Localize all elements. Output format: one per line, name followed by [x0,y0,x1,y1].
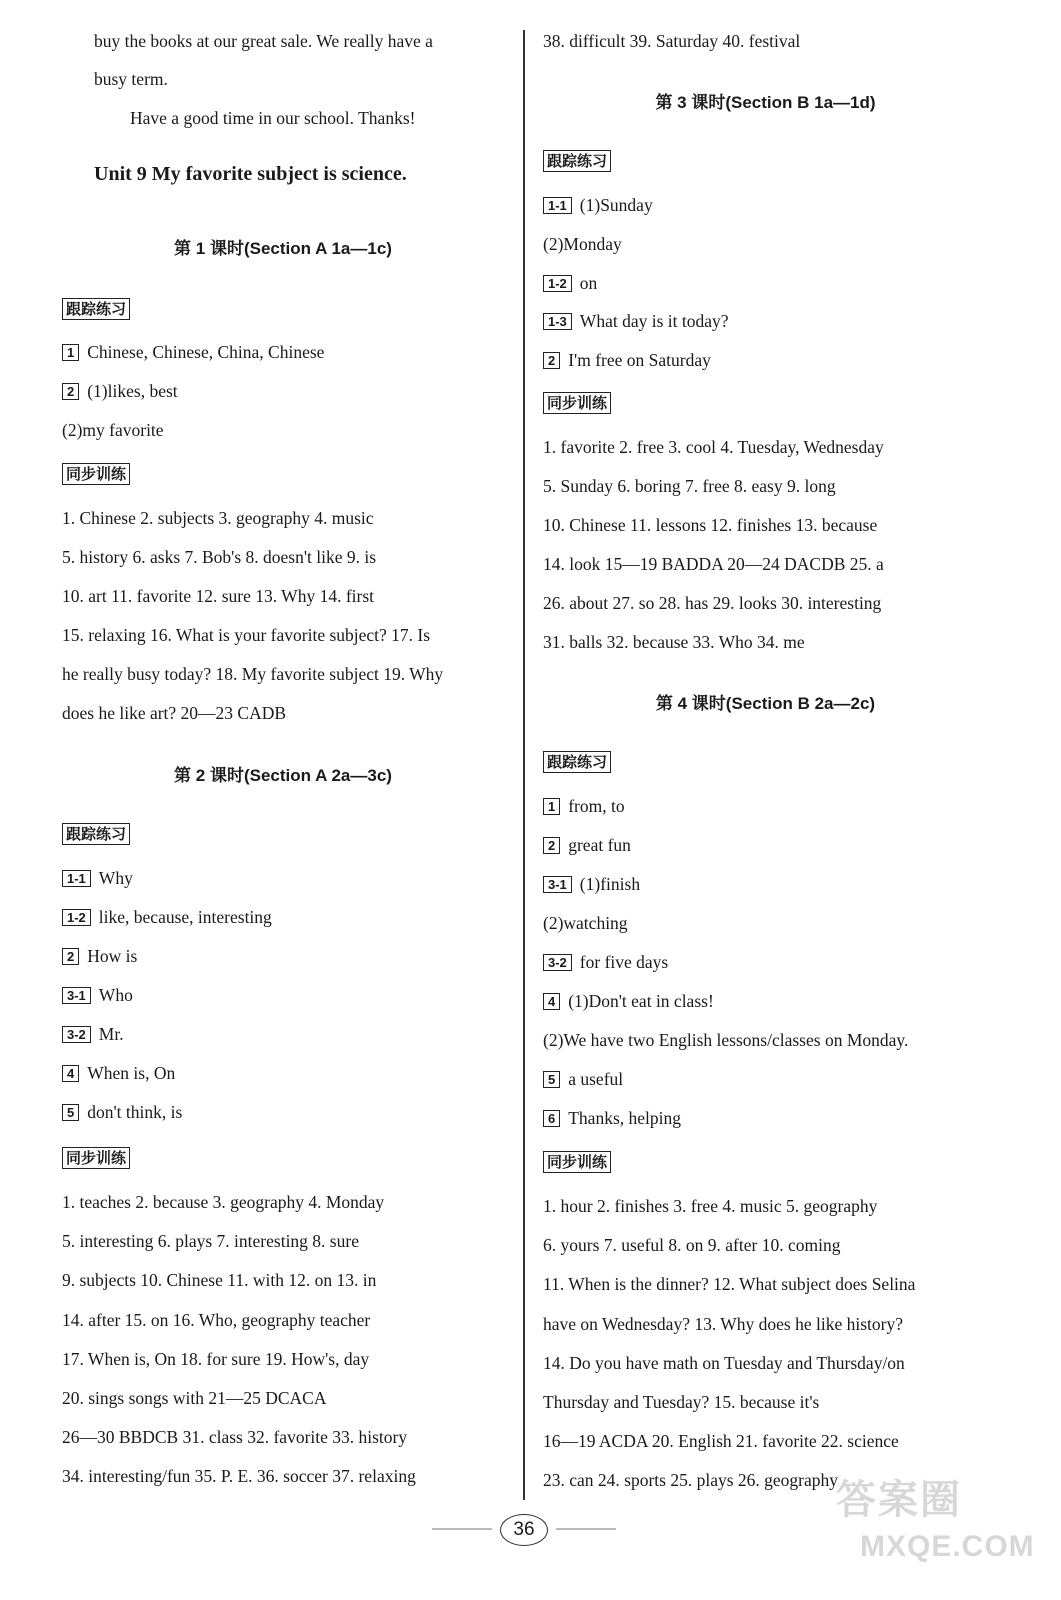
answer-line: Thursday and Tuesday? 15. because it's [543,1392,820,1412]
answer-line: 31. balls 32. because 33. Who 34. me [543,632,805,652]
answer-line: 6. yours 7. useful 8. on 9. after 10. coming [543,1235,841,1256]
track-practice-label: 跟踪练习 [543,751,611,773]
question-number-tag: 2 [543,837,560,854]
track-item [62,380,178,402]
track-answer: (2)watching [543,913,628,933]
answer-line: 16—19 ACDA 20. English 21. favorite 22. science [543,1431,899,1452]
question-number-tag: 2 [62,948,79,965]
track-answer: (2)We have two English lessons/classes on Monday. [543,1030,909,1050]
watermark-logo: 答案圈 [836,1477,962,1523]
track-item [62,867,133,889]
intro-line: buy the books at our great sale. We really have a [94,31,433,51]
track-answer: (1)Sunday [579,195,653,215]
answer-line: 1. teaches 2. because 3. geography 4. Monday [62,1192,385,1212]
question-number-tag: 1-2 [62,909,91,926]
section-title: 第 4 课时(Section B 2a—2c) [655,694,876,713]
question-number-tag: 3-2 [543,954,572,971]
answer-line: 10. Chinese 11. lessons 12. finishes 13. because [543,515,878,535]
track-item [62,906,272,928]
track-item [62,341,324,363]
answer-line: 15. relaxing 16. What is your favorite subject? 17. Is [62,625,431,645]
question-number-tag: 4 [62,1065,79,1082]
question-number-tag: 3-2 [62,1026,91,1043]
question-number-tag: 1 [543,798,560,815]
answer-line: 14. look 15—19 BADDA 20—24 DACDB 25. a [543,554,884,574]
answer-line: 11. When is the dinner? 12. What subject does Selina [543,1274,916,1295]
section-title: 第 3 课时(Section B 1a—1d) [655,93,876,112]
answer-line: 26. about 27. so 28. has 29. looks 30. interesting [543,593,882,613]
page-number-ornament-left [432,1528,492,1530]
track-item [62,419,164,441]
answer-line: 5. Sunday 6. boring 7. free 8. easy 9. long [543,476,836,496]
sync-training-label: 同步训练 [543,392,611,414]
question-number-tag: 6 [543,1110,560,1127]
track-answer: like, because, interesting [98,907,272,927]
track-answer: Thanks, helping [568,1108,681,1128]
question-number-tag: 1-1 [62,870,91,887]
answer-line: 1. favorite 2. free 3. cool 4. Tuesday, Wednesday [543,437,884,457]
section-title: 第 1 课时(Section A 1a—1c) [174,239,392,258]
track-answer: (2)my favorite [62,420,164,440]
track-answer: on [579,272,598,293]
track-item [62,984,133,1006]
sync-training-label: 同步训练 [543,1151,611,1173]
track-answer: Chinese, Chinese, China, Chinese [87,342,325,362]
answer-line: 34. interesting/fun 35. P. E. 36. soccer 37. relaxing [62,1466,416,1487]
track-item [543,1068,623,1090]
track-answer: Why [98,868,133,888]
answer-line: 14. Do you have math on Tuesday and Thursday/on [543,1352,905,1373]
column-divider [523,30,525,1500]
sync-training-label: 同步训练 [62,1147,130,1169]
answer-line: 26—30 BBDCB 31. class 32. favorite 33. history [62,1427,408,1448]
track-answer: a useful [568,1069,624,1089]
page-number: 36 [500,1514,548,1546]
answer-line: 9. subjects 10. Chinese 11. with 12. on 13. in [62,1270,377,1291]
track-answer: (1)Don't eat in class! [568,991,714,1011]
question-number-tag: 1-2 [543,275,572,292]
track-item [543,951,668,973]
track-item [543,873,640,895]
track-item [62,945,137,967]
question-number-tag: 1-1 [543,197,572,214]
intro-line: busy term. [94,69,168,89]
page-number-ornament-right [556,1528,616,1530]
track-item [543,990,714,1012]
track-item [543,349,711,371]
answer-line: does he like art? 20—23 CADB [62,703,287,723]
track-item [543,233,622,255]
track-item [543,834,631,856]
track-practice-label: 跟踪练习 [62,298,130,320]
track-answer: What day is it today? [579,311,729,332]
intro-line: Have a good time in our school. Thanks! [130,108,416,128]
track-answer: Mr. [98,1024,124,1044]
question-number-tag: 3-1 [62,987,91,1004]
question-number-tag: 5 [62,1104,79,1121]
unit-title: Unit 9 My favorite subject is science. [94,163,407,185]
track-item [543,912,628,934]
track-answer: don't think, is [87,1102,183,1122]
answer-line: 5. interesting 6. plays 7. interesting 8. sure [62,1231,359,1252]
answer-line: 20. sings songs with 21—25 DCACA [62,1388,327,1408]
answer-line: 17. When is, On 18. for sure 19. How's, day [62,1348,370,1369]
track-item [543,1107,681,1129]
track-item [62,1101,182,1123]
answer-line: 14. after 15. on 16. Who, geography teacher [62,1309,371,1330]
watermark-url: MXQE.COM [860,1530,1035,1563]
answer-line: 38. difficult 39. Saturday 40. festival [543,31,801,51]
track-answer: great fun [568,835,631,855]
answer-line: 10. art 11. favorite 12. sure 13. Why 14. first [62,586,375,606]
track-answer: When is, On [87,1063,176,1083]
answer-line: 5. history 6. asks 7. Bob's 8. doesn't like 9. is [62,547,377,567]
question-number-tag: 2 [62,383,79,400]
track-answer: from, to [568,796,625,816]
track-practice-label: 跟踪练习 [62,823,130,845]
answer-line: 1. hour 2. finishes 3. free 4. music 5. geography [543,1196,878,1216]
sync-training-label: 同步训练 [62,463,130,485]
section-title: 第 2 课时(Section A 2a—3c) [174,766,392,785]
track-item [543,310,729,332]
track-item [62,1062,175,1084]
question-number-tag: 1-3 [543,313,572,330]
track-answer: How is [87,946,138,966]
track-item [543,194,653,216]
answer-line: have on Wednesday? 13. Why does he like history? [543,1313,904,1334]
track-answer: Who [98,985,133,1005]
track-answer: (2)Monday [543,233,622,254]
track-answer: (1)finish [579,874,641,894]
question-number-tag: 5 [543,1071,560,1088]
track-item [543,795,625,817]
track-item [543,1029,908,1051]
answer-line: he really busy today? 18. My favorite subject 19. Why [62,664,444,684]
track-answer: (1)likes, best [87,381,178,401]
question-number-tag: 4 [543,993,560,1010]
question-number-tag: 2 [543,352,560,369]
track-item [543,272,597,294]
track-practice-label: 跟踪练习 [543,150,611,172]
question-number-tag: 3-1 [543,876,572,893]
track-answer: I'm free on Saturday [568,350,711,371]
answer-line: 1. Chinese 2. subjects 3. geography 4. music [62,508,374,528]
track-answer: for five days [579,952,669,972]
track-item [62,1023,124,1045]
question-number-tag: 1 [62,344,79,361]
answer-line: 23. can 24. sports 25. plays 26. geography [543,1470,839,1491]
